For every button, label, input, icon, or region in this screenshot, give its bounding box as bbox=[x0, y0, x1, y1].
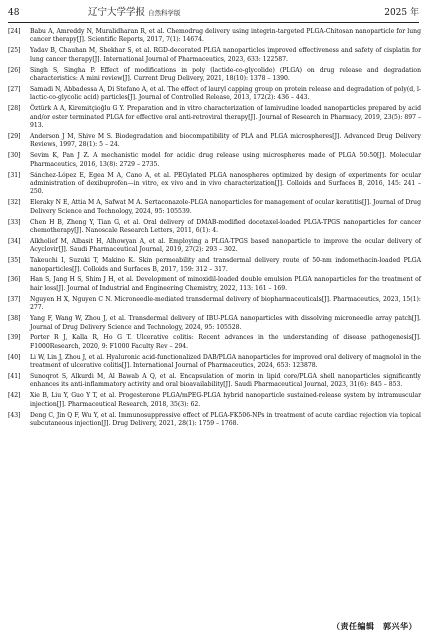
reference-item bbox=[8, 238, 421, 255]
reference-text: Anderson J M, Shive M S. Biodegradation and biocompatibility of PLA and PLGA microspheres[J]. Advanced Drug Delivery Reviews, 1997, 28(1): 5 – 24. bbox=[30, 132, 421, 149]
reference-text: Yadav B, Chauhan M, Shekhar S, et al. RGD-decorated PLGA nanoparticles improved effectiveness and safety of cisplatin for lung cancer therapy[J]. International Journal of Pharmaceutics, 2023, 633: 122587. bbox=[30, 47, 421, 63]
reference-number: [29] bbox=[8, 132, 21, 140]
reference-text: Öztürk A A, Kiremitçioğlu G Y. Preparation and in vitro characterization of lamivudine loaded nanoparticles prepared by acid and/or ester terminated PLGA for effective oral anti-retroviral therapy[J]. Journal of Research in Pharmacy, 2019, 23(5): 897 – 913. bbox=[30, 105, 421, 130]
reference-text: Sunoqrot S, Alkurdi M, Al Bawab A Q, et al. Encapsulation of morin in lipid core/PLGA shell nanoparticles significantly enhances its anti-inflammatory activity and oral bioavailability[J]. Saudi Pharmaceutical Journal, 2023, 31(6): 845 – 853. bbox=[30, 372, 421, 389]
reference-text: Eleraky N E, Attia M A, Safwat M A. Sertaconazole-PLGA nanoparticles for management of ocular keratitis[J]. Journal of Drug Delivery Science and Technology, 2024, 95: 105539. bbox=[30, 199, 421, 215]
reference-number: [32] bbox=[8, 199, 21, 207]
reference-number: [37] bbox=[8, 295, 21, 303]
reference-item bbox=[8, 152, 421, 169]
reference-text: Deng C, Jin Q F, Wu Y, et al. Immunosuppressive effect of PLGA-FK506-NPs in treatment of acute cardiac rejection via topical subcutaneous injection[J]. Drug Delivery, 2021, 28(1): 1759 – 1768. bbox=[30, 411, 421, 427]
reference-number: [42] bbox=[8, 392, 21, 400]
running-header bbox=[8, 4, 419, 23]
reference-item bbox=[8, 219, 421, 236]
reference-text: Xie B, Liu Y, Guo Y T, et al. Progesterone PLGA/mPEG-PLGA hybrid nanoparticle sustained-release system by intramuscular injection[J]. Pharmaceutical Research, 2018, 35(3): 62. bbox=[30, 392, 421, 408]
reference-number: [40] bbox=[8, 353, 21, 361]
reference-item bbox=[8, 257, 421, 274]
reference-item bbox=[8, 373, 421, 390]
reference-item bbox=[8, 67, 421, 84]
journal-section: 自然科学版 bbox=[148, 9, 181, 17]
reference-number: [25] bbox=[8, 47, 21, 55]
reference-number: [38] bbox=[8, 315, 21, 323]
reference-text: Takeuchi I, Suzuki T, Makino K. Skin permeability and transdermal delivery route of 50-nm indomethacin-loaded PLGA nanoparticles[J]. Colloids and Surfaces B, 2017, 159: 312 – 317. bbox=[30, 257, 421, 273]
reference-number: [27] bbox=[8, 85, 21, 93]
reference-item bbox=[8, 354, 421, 371]
reference-number: [36] bbox=[8, 276, 21, 284]
journal-title: 辽宁大学学报 bbox=[88, 7, 146, 18]
page-number: 48 bbox=[8, 8, 20, 18]
reference-number: [28] bbox=[8, 105, 21, 113]
responsible-editor: （责任编辑 郭兴华） bbox=[332, 621, 417, 631]
publication-year: 2025 年 bbox=[384, 8, 419, 18]
reference-item bbox=[8, 276, 421, 293]
reference-number: [41] bbox=[8, 372, 21, 380]
reference-number: [35] bbox=[8, 257, 21, 265]
reference-text: Alkholief M, Albasit H, Alhowyan A, et al. Employing a PLGA-TPGS based nanoparticle to improve the ocular delivery of Acyclovir[J]. Saudi Pharmaceutical Journal, 2019, 27(2): 293 – 302. bbox=[30, 237, 421, 254]
reference-item bbox=[8, 47, 421, 64]
reference-item bbox=[8, 199, 421, 216]
reference-text: Samadi N, Abbadessa A, Di Stefano A, et al. The effect of lauryl capping group on protein release and degradation of poly(d, l-lactic-co-glycolic acid) particles[J]. Journal of Controlled Release, 2013, 172(2): 436 – 443. bbox=[30, 85, 421, 102]
reference-text: Yang F, Wang W, Zhou J, et al. Transdermal delivery of IBU-PLGA nanoparticles with dissolving microneedle array patch[J]. Journal of Drug Delivery Science and Technology, 2024, 95: 105528. bbox=[30, 315, 421, 331]
reference-item bbox=[8, 105, 421, 130]
reference-text: Chen H B, Zheng Y, Tian G, et al. Oral delivery of DMAB-modified docetaxel-loaded PLGA-TPGS nanoparticles for cancer chemotherapy[J]. Nanoscale Research Letters, 2011, 6(1): 4. bbox=[30, 218, 421, 235]
reference-item bbox=[8, 296, 421, 313]
reference-item bbox=[8, 392, 421, 409]
reference-number: [33] bbox=[8, 218, 21, 226]
reference-text: Han S, Jang H S, Shim J H, et al. Development of minoxidil-loaded double emulsion PLGA nanoparticles for the treatment of hair loss[J]. Journal of Industrial and Engineering Chemistry, 2022, 113: 161 – 169. bbox=[30, 276, 421, 292]
reference-text: Sánchez-López E, Egea M A, Cano A, et al. PEGylated PLGA nanospheres optimized by design of experiments for ocular administration of dexibuprofen—in vitro, ex vivo and in vivo characterization[J]. Colloids and Surfaces B, 2016, 145: 241 – 250. bbox=[30, 171, 421, 196]
reference-text: Nguyen H X, Nguyen C N. Microneedle-mediated transdermal delivery of biopharmaceuticals[J]. Pharmaceutics, 2023, 15(1): 277. bbox=[30, 295, 421, 312]
reference-text: Sevim K, Pan J Z. A mechanistic model for acidic drug release using microspheres made of PLGA 50:50[J]. Molecular Pharmaceutics, 2016, 13(8): 2729 – 2735. bbox=[30, 152, 421, 168]
reference-number: [39] bbox=[8, 334, 21, 342]
reference-item bbox=[8, 334, 421, 351]
reference-text: Li W, Lin J, Zhou J, et al. Hyaluronic acid-functionalized DAB/PLGA nanoparticles for improved oral delivery of magnolol in the treatment of ulcerative colitis[J]. International Journal of Pharmaceutics, 2024, 653: 123878. bbox=[30, 353, 421, 370]
reference-text: Porter R J, Kalla R, Ho G T. Ulcerative colitis: Recent advances in the understanding of disease pathogenesis[J]. F1000Research, 2020, 9: F1000 Faculty Rev – 294. bbox=[30, 334, 421, 350]
reference-item bbox=[8, 28, 421, 45]
reference-text: Babu A, Amreddy N, Muralidharan R, et al. Chemodrug delivery using integrin-targeted PLGA-Chitosan nanoparticle for lung cancer therapy[J]. Scientific Reports, 2017, 7(1): 14674. bbox=[30, 28, 421, 44]
reference-number: [43] bbox=[8, 411, 21, 419]
reference-number: [31] bbox=[8, 171, 21, 179]
reference-number: [26] bbox=[8, 66, 21, 74]
reference-list bbox=[8, 28, 421, 431]
reference-item bbox=[8, 172, 421, 197]
reference-text: Singh S, Singha P. Effect of modifications in poly (lactide-co-glycolide) (PLGA) on drug release and degradation characteristics: A mini review[J]. Current Drug Delivery, 2021, 18(10): 1378 – 1390. bbox=[30, 66, 421, 83]
reference-number: [30] bbox=[8, 152, 21, 160]
reference-item bbox=[8, 133, 421, 150]
reference-number: [24] bbox=[8, 28, 21, 35]
reference-item bbox=[8, 412, 421, 429]
reference-item bbox=[8, 86, 421, 103]
reference-number: [34] bbox=[8, 237, 21, 245]
reference-item bbox=[8, 315, 421, 332]
